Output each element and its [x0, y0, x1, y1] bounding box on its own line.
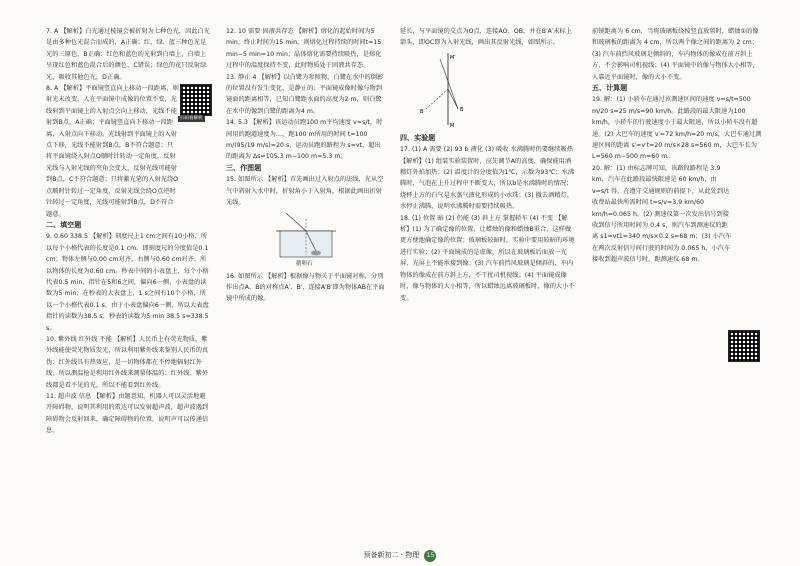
answer-q9: 9. 0.60 338.5 【解析】刻度尺上1 cm之间有10小格，所以每个小格代表的长度是0.1 cm，即刻度尺的分度值是0.1 cm；物体左侧与0.00 cm对齐，右侧与0.60 cm对齐，所以物体的长度为0.60 cm。秒表中间的小表盘上，每个小格代表0.5 min，指针在5和6之间，偏向6一侧，小表盘的读数为5 min；在秒表的大表盘上，1 s之间有10个小格，所以一个小格代表0.1 s，由于小表盘偏向6一侧，所以大表盘指针的读数为38.5 s，秒表的读数为5 min 38.5 s=338.5 s。 [46, 233, 209, 332]
footer-title: 预备新初二 · 物理 [363, 551, 420, 559]
page-footer [0, 550, 800, 562]
section-fill-heading: 二、填空题 [46, 220, 82, 229]
mirror-diagram [418, 49, 488, 131]
section-experiment-heading: 四、实验题 [400, 133, 436, 142]
qr-caption: 扫码看解析 [180, 116, 203, 121]
answer-q16-continued: 延长，与平面镜的交点为O点，连接AO、OB，并在B′A′末标上箭头，即OC即为入射光线，画出其反射光线，如图所示。 [400, 28, 572, 47]
column-4 [592, 26, 762, 266]
answer-q18: 18. (1) 位置 暗 (2) 仍能 (3) 斜上方 掌握轿车 (4) 不变 【解析】(1) 为了确定像的位置，让蜡烛的像和蜡烛B重合，这样做更方便地确定像的位置；玻璃板较暗时，实验中要用较暗的环境进行实验；(2) 平面镜成的是虚像，所以在玻璃板后面放一光屏，光屏上不能承接到像；(3) 汽车前挡风玻璃是倾斜的，车内物体的像成在前方斜上方，不干扰司机视线；(4) 平面镜成像时，像与物体的大小相等，所以蜡烛远离玻璃板时，像的大小不变。 [400, 214, 575, 302]
answer-q8: 8. A 【解析】平面镜竖直向上移动一段距离，则射光未改变，人在平面镜中成像的位置不变，光线射到平面镜上的入射点会向上移动，光线不能射到B点，A正确；平面镜竖直向下移动一段距离，入射点向下移动，光线射到平面镜上的入射点下移，光线不能射到B点，B不符合题意；只将平面镜绕入射点O顺时针转动一定角度，反射光线与入射光线的夹角会变大，反射光线可能射到B点，C不符合题意；只将激光笔的入射光绕O点顺时针转过一定角度，反射光线会绕O点逆时针转过一定角度，光线可能射到B点，D不符合题意。 [46, 85, 179, 218]
figure-label: 鹅卵石 [296, 260, 313, 267]
answer-q12: 12. 10 需要 固液共存态 【解析】熔化的起始时间为5 min，终止时间为15 min，则熔化过程持续的时间t=15 min−5 min=10 min；晶体熔化需要持续吸热，是熔化过程中的温度保持不变，此时物质处于固液共存态。 [226, 28, 382, 70]
qr-code-icon-2[interactable] [728, 330, 760, 362]
svg-text:M: M [450, 122, 455, 129]
answer-q15: 15. 如图所示 【解析】首先画出过入射点的法线，光从空气中斜射入水中时，折射角小于入射角，根据此画出折射光线。 [226, 176, 384, 207]
answer-q20: 20. 解：(1) 由标志牌可知，该路段路程是 3.9 km，汽车在此路段最快限速是 60 km/h，由 v=s/t 得，在遵守交通规则的前提下，从此处到达收费站最快所需时间 t=s/v=3.9 km/60 km/h=0.065 h。(2) 测速仪第一次发出信号到接收到信号所用时间为 0.4 s，则汽车到测速仪的距离 s1=vt1=340 m/s×0.2 s=68 m；(3) 小汽车在两次反射信号间行驶的时间为 0.065 h，小汽车接收到超声波信号时，距测速仪 68 m。 [592, 164, 732, 264]
answer-q19: 19. 解：(1) 小轿车在通过该测速区间的速度 v=s/t=500 m/20 s=25 m/s=90 km/h。此路段的最大限速为100 km/h，小轿车的行驶速度小于最大限速，所以小轿车没有超速。(2) 大巴车的速度 v′=72 km/h=20 m/s，大巴车通过测速区间的距离 s′=v′t=20 m/s×28 s=560 m，大巴车长为 L=560 m−500 m=60 m。 [592, 96, 762, 161]
answer-q14: 14. 5.3 【解析】该运动员跑100 m平均速度 v=s/t，时间用的跑道速度为…，跑100 m所用的时间 t=100 m/(95/19 m/s)=20 s，运动员跑的路程为 s=vt，超出的距离为 Δs=105.3 m−100 m=5.3 m。 [226, 119, 383, 161]
page-number: 15 [424, 550, 436, 562]
svg-text:B′: B′ [420, 108, 425, 115]
section-calc-heading: 五、计算题 [592, 84, 628, 93]
svg-text:M′: M′ [450, 54, 456, 61]
qr-code-icon[interactable] [180, 84, 212, 116]
answer-q13: 13. 静止 4 【解析】以白鹭为参照物，白鹭在水中的倒影的位置没有发生变化，是静止的；平面镜成像时像与物到镜面的距离相等，已知白鹭距水面的高度为2 m，则白鹭在水中的像到白鹭的距离为4 m。 [226, 73, 384, 115]
answer-q16: 16. 如图所示 【解析】根据像与物关于平面镜对称，分别作出点A、B的对称点A′、B′，连接A′B′即为物体AB在平面镜中所成的像。 [226, 272, 385, 303]
answer-q18-continued: 前镜距离为 6 cm，当将玻璃板绕棱竖直放置时，蜡烛①的像和玻璃板的距离为 4 cm，所以两个像之间的距离为 2 cm；(3) 汽车前挡风玻璃是倾斜的，车内物体的像成在前方斜上方，不会影响司机视线；(4) 平面镜中的像与物体大小相等，人靠近平面镜时，像的大小不变。 [592, 28, 759, 81]
section-draw-heading: 三、作图题 [226, 163, 262, 172]
refraction-figure [226, 209, 386, 271]
column-2 [226, 26, 386, 305]
answer-q10: 10. 紫外线 红外线 不能 【解析】人民币上有荧光物质，紫外线能使荧光物质发光，所以利用紫外线来鉴别人民币的真伪；红外线具有热效应，是一切物体都在不停地辐射红外线，所以测温枪是利用红外线来测量体温的；红外线、紫外线都是看不见的光，所以不能看到红外线。 [46, 335, 209, 389]
mirror-figure [400, 49, 575, 133]
svg-text:B: B [460, 106, 464, 113]
column-3 [400, 26, 575, 304]
answer-q11: 11. 超声波 信息 【解析】由题意知，机器人可以灵活地避开障碍物，说明其利用的雷达可以发射超声波，超声波遇到障碍物会反射回来，确定障碍物的位置，说明声可以传递信息。 [46, 393, 209, 435]
answer-q17: 17. (1) A 需要 (2) 93 b 液化 (3) 吸收 水沸腾时仍要继续吸热 【解析】(1) 组装实验装置时，应先调节A的高度，确保能用酒精灯外焰加热；(2) 温度计的分度值为1℃，示数为93℃；水沸腾时，气泡在上升过程中不断变大，所以b是水沸腾时的情况；烧杯上方的白气是水蒸气液化形成的小水珠；(3) 撤去酒精灯，水停止沸腾，说明水沸腾时需要持续吸热。 [400, 146, 575, 211]
answer-q7: 7. A 【解析】白光通过棱镜会被折射为七种色光，因此白光是由多种色光混合而成的，A正确；红、绿、蓝三种色光是光的三原色，B正确；红色和蓝色的光射到白墙上，白墙上呈现红色和蓝色混合后的颜色，C错误；绿色的花只反射绿光，吸收其他色光，D正确。 [46, 28, 211, 81]
